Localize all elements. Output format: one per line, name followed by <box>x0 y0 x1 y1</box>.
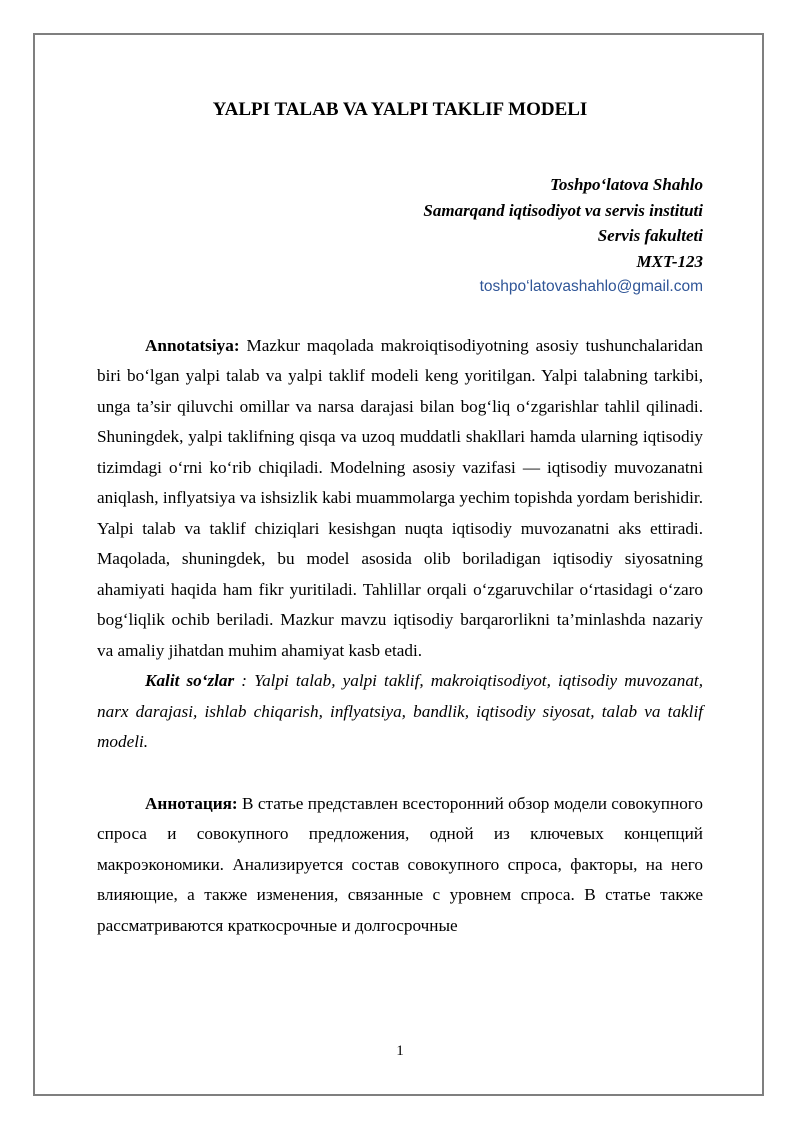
annotation-ru-text: В статье представлен всесторонний обзор модели совокупного спроса и совокупного предложения, одной из ключевых концепций макроэкономики. Анализируется состав совокупного спроса, факторы, на него влияющие, а также изменения, связанные с уровнем спроса. В статье также рассматриваются краткосрочные и долгосрочные <box>97 793 703 935</box>
page-number: 1 <box>396 1043 404 1059</box>
keywords-uz-text: : Yalpi talab, yalpi taklif, makroiqtisodiyot, iqtisodiy muvozanat, narx darajasi, ishlab chiqarish, inflyatsiya, bandlik, iqtisodiy siyosat, talab va taklif modeli. <box>97 671 704 751</box>
author-name: Toshpo‘latova Shahlo <box>550 175 703 194</box>
keywords-uz-label: Kalit so‘zlar <box>145 671 235 690</box>
author-block <box>97 172 703 300</box>
keywords-uz <box>97 666 703 758</box>
annotation-uz-label: Annotatsiya: <box>145 335 240 355</box>
author-faculty: Servis fakulteti <box>597 226 703 245</box>
author-institution: Samarqand iqtisodiyot va servis instituti <box>423 200 703 220</box>
annotation-ru <box>97 789 703 942</box>
annotation-ru-label: Аннотация: <box>145 793 238 813</box>
author-email-link[interactable]: toshpo‘latovashahlo@gmail.com <box>479 278 703 295</box>
paper-title: YALPI TALAB VA YALPI TAKLIF MODELI <box>212 99 588 120</box>
paper-body <box>97 95 703 941</box>
annotation-uz-text: Mazkur maqolada makroiqtisodiyotning asosiy tushunchalaridan biri bo‘lgan yalpi talab va yalpi taklif modeli keng yoritilgan. Yalpi talabning tarkibi, unga ta’sir qiluvchi omillar va narsa darajasi bilan bog‘liq o‘zgarishlar tahlil qilinadi. Shuningdek, yalpi taklifning qisqa va uzoq muddatli shakllari hamda ularning iqtisodiy tizimdagi o‘rni ko‘rib chiqiladi. Modelning asosiy vazifasi — iqtisodiy muvozanatni aniqlash, inflyatsiya va ishsizlik kabi muammolarga yechim topishda yordam berishidir. Yalpi talab va taklif chiziqlari kesishgan nuqta iqtisodiy muvozanatni aks ettiradi. Maqolada, shuningdek, bu model asosida olib boriladigan iqtisodiy siyosatning ahamiyati haqida ham fikr yuritiladi. Tahlillar orqali o‘zgaruvchilar o‘rtasidagi o‘zaro bog‘liqlik ochib beriladi. Mazkur mavzu iqtisodiy barqarorlikni ta’minlashda nazariy va amaliy jihatdan muhim ahamiyat kasb etadi. <box>97 335 703 660</box>
annotation-uz <box>97 331 703 667</box>
author-group: MXT-123 <box>636 251 703 271</box>
